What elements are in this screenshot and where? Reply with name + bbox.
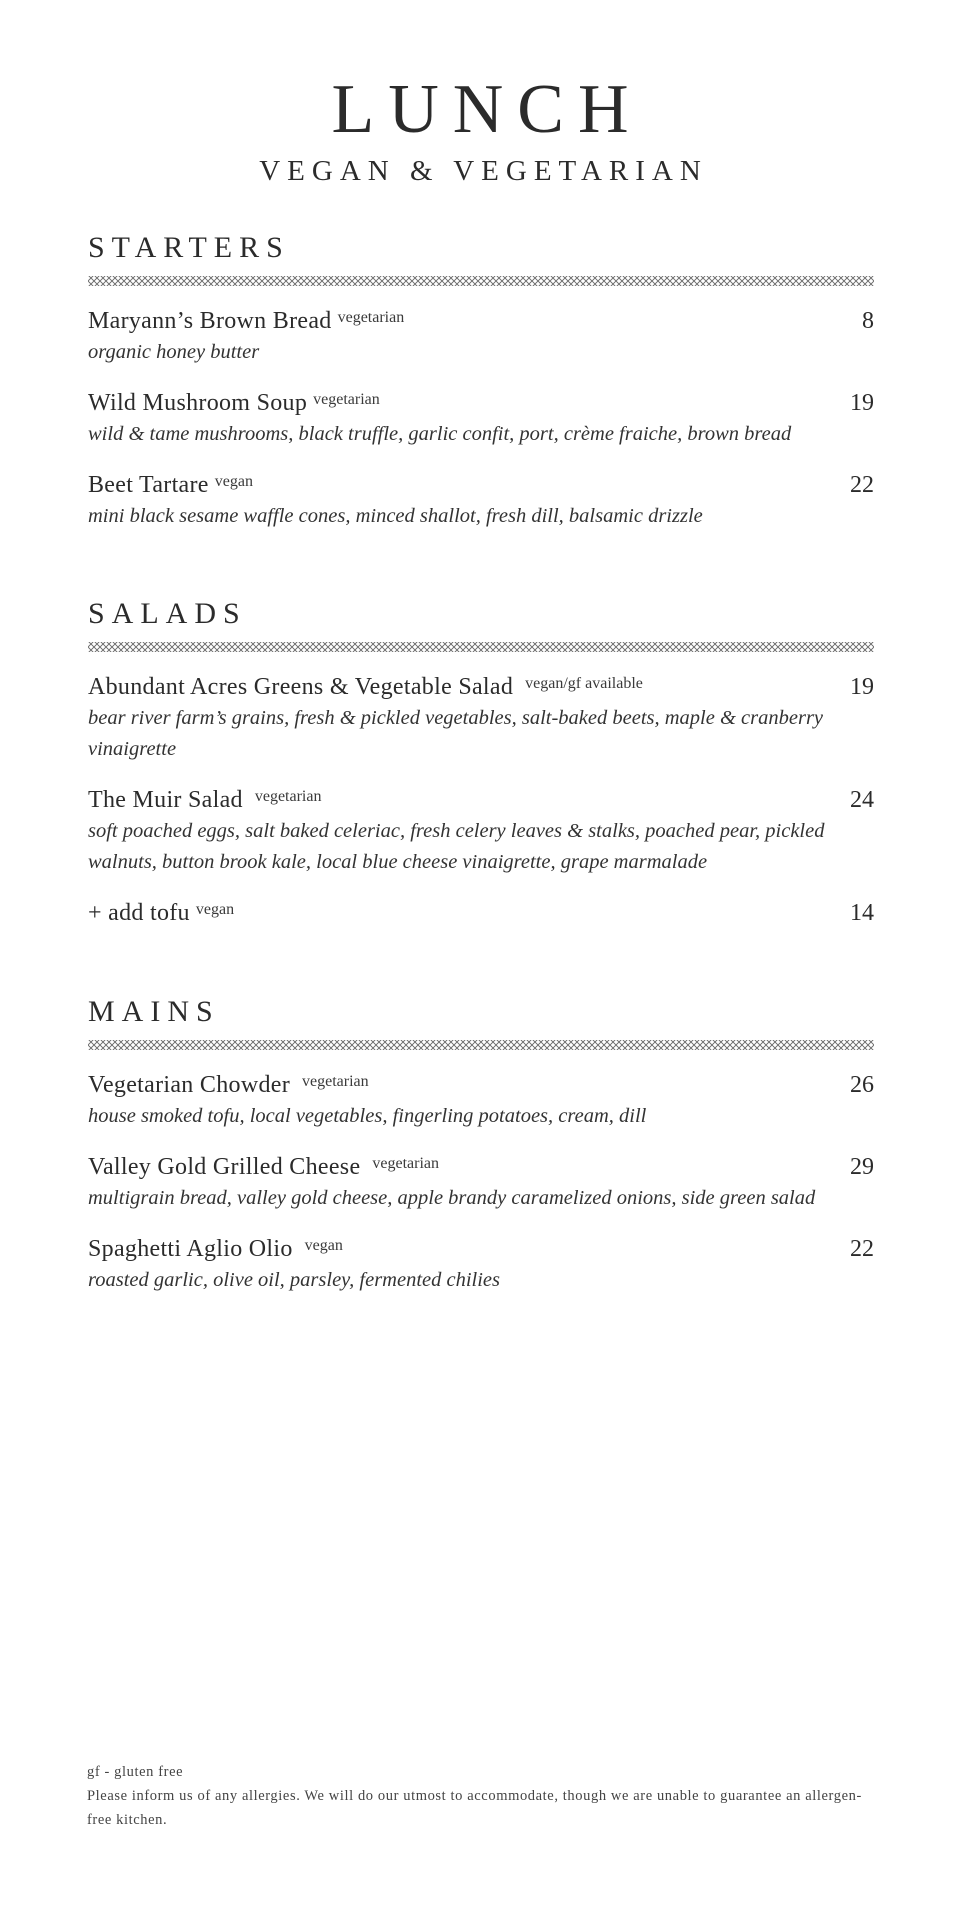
item-name: Vegetarian Chowder bbox=[88, 1072, 290, 1098]
section-title: MAINS bbox=[88, 995, 220, 1028]
menu-header bbox=[0, 70, 960, 188]
item-description: mini black sesame waffle cones, minced shallot, fresh dill, balsamic drizzle bbox=[88, 505, 703, 527]
item-tag: vegetarian bbox=[313, 391, 380, 408]
section-divider bbox=[88, 276, 874, 286]
section-divider bbox=[88, 1040, 874, 1050]
item-description: organic honey butter bbox=[88, 341, 260, 363]
section-divider bbox=[88, 642, 874, 652]
section-title: SALADS bbox=[88, 597, 247, 630]
item-tag: vegan bbox=[304, 1237, 343, 1254]
menu-item bbox=[88, 1070, 874, 1132]
menu-item bbox=[88, 898, 874, 928]
item-price: 22 bbox=[850, 472, 874, 498]
menu-item bbox=[88, 672, 874, 765]
item-price: 24 bbox=[850, 787, 874, 813]
item-price: 19 bbox=[850, 390, 874, 416]
section-mains bbox=[88, 994, 874, 1316]
item-name: Abundant Acres Greens & Vegetable Salad bbox=[88, 674, 514, 700]
item-name: The Muir Salad bbox=[88, 787, 243, 813]
item-price: 22 bbox=[850, 1236, 874, 1262]
menu-item bbox=[88, 470, 874, 532]
section-starters bbox=[88, 230, 874, 552]
item-name: Maryann’s Brown Bread bbox=[88, 308, 332, 334]
item-description: bear river farm’s grains, fresh & pickled vegetables, salt-baked beets, maple & cranberry vinaigrette bbox=[88, 707, 824, 760]
item-price: 26 bbox=[850, 1072, 874, 1098]
item-price: 19 bbox=[850, 674, 874, 700]
menu-item bbox=[88, 1234, 874, 1296]
item-tag: vegetarian bbox=[337, 309, 405, 326]
menu-item bbox=[88, 1152, 874, 1214]
item-description: house smoked tofu, local vegetables, fingerling potatoes, cream, dill bbox=[88, 1105, 647, 1127]
item-tag: vegan/gf available bbox=[525, 675, 643, 692]
item-name: Beet Tartare bbox=[88, 472, 209, 498]
menu-item bbox=[88, 306, 874, 368]
item-name: Spaghetti Aglio Olio bbox=[88, 1236, 293, 1262]
item-description: multigrain bread, valley gold cheese, apple brandy caramelized onions, side green salad bbox=[88, 1187, 816, 1209]
allergy-notice: Please inform us of any allergies. We will do our utmost to accommodate, though we are unable to guarantee an allergen-free kitchen. bbox=[87, 1788, 862, 1828]
item-description: wild & tame mushrooms, black truffle, garlic confit, port, crème fraiche, brown bread bbox=[88, 423, 792, 445]
item-tag: vegetarian bbox=[302, 1073, 369, 1090]
gluten-free-note: gf - gluten free bbox=[87, 1764, 184, 1780]
item-price: 14 bbox=[850, 900, 874, 926]
item-description: soft poached eggs, salt baked celeriac, fresh celery leaves & stalks, poached pear, pickled walnuts, button brook kale, local blue cheese vinaigrette, grape marmalade bbox=[88, 820, 825, 873]
menu-footer bbox=[87, 1760, 877, 1832]
item-name: Wild Mushroom Soup bbox=[88, 390, 308, 416]
page-title: LUNCH bbox=[331, 71, 643, 148]
page-subtitle: VEGAN & VEGETARIAN bbox=[259, 155, 708, 187]
item-description: roasted garlic, olive oil, parsley, fermented chilies bbox=[88, 1269, 501, 1291]
item-price: 8 bbox=[862, 308, 874, 334]
item-tag: vegetarian bbox=[254, 788, 322, 805]
item-tag: vegan bbox=[214, 473, 253, 490]
menu-item bbox=[88, 388, 874, 450]
item-name: + add tofu bbox=[88, 900, 190, 926]
section-title: STARTERS bbox=[88, 231, 290, 264]
menu-item bbox=[88, 785, 874, 878]
item-name: Valley Gold Grilled Cheese bbox=[88, 1154, 361, 1180]
item-price: 29 bbox=[850, 1154, 874, 1180]
item-tag: vegan bbox=[195, 901, 235, 918]
section-salads bbox=[88, 596, 874, 948]
item-tag: vegetarian bbox=[372, 1155, 440, 1172]
